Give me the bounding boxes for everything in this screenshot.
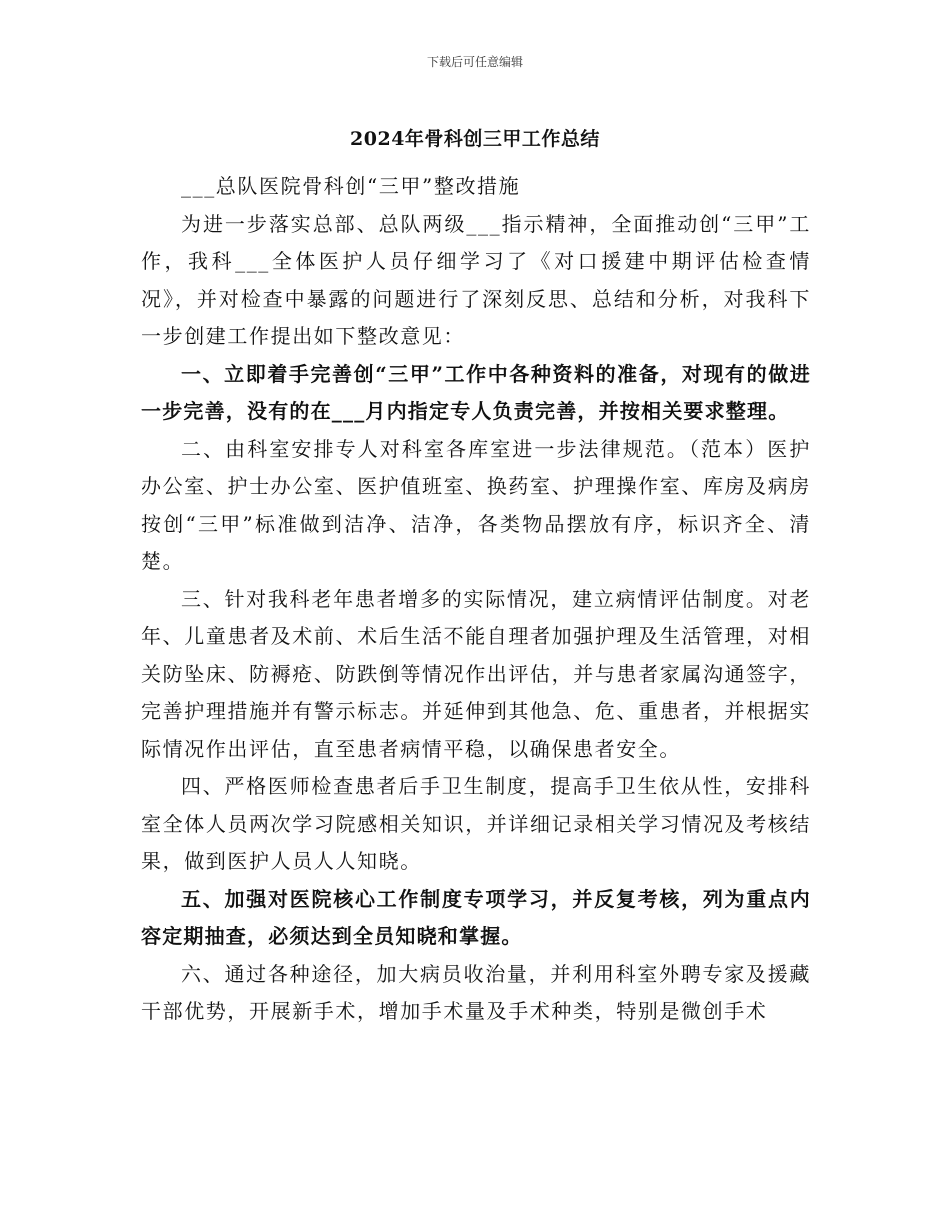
page-header-note: 下载后可任意编辑 [426, 55, 523, 69]
document-body [141, 168, 811, 1031]
paragraph-item-5: 五、加强对医院核心工作制度专项学习，并反复考核，列为重点内容定期抽查，必须达到全员知晓和掌握。 [141, 886, 811, 948]
paragraph-intro: 为进一步落实总部、总队两级___指示精神，全面推动创“三甲”工作，我科___全体医护人员仔细学习了《对口援建中期评估检查情况》，并对检查中暴露的问题进行了深刻反思、总结和分析，对我科下一步创建工作提出如下整改意见： [141, 211, 811, 348]
paragraph-item-1: 一、立即着手完善创“三甲”工作中各种资料的准备，对现有的做进一步完善，没有的在___月内指定专人负责完善，并按相关要求整理。 [141, 361, 811, 423]
document-subtitle: ___总队医院骨科创“三甲”整改措施 [181, 174, 521, 198]
paragraph-item-2: 二、由科室安排专人对科室各库室进一步法律规范。（范本）医护办公室、护士办公室、医护值班室、换药室、护理操作室、库房及病房按创“三甲”标准做到洁净、洁净，各类物品摆放有序，标识齐全、清楚。 [141, 436, 811, 573]
document-title: 2024年骨科创三甲工作总结 [350, 128, 600, 150]
paragraph-item-3: 三、针对我科老年患者增多的实际情况，建立病情评估制度。对老年、儿童患者及术前、术后生活不能自理者加强护理及生活管理，对相关防坠床、防褥疮、防跌倒等情况作出评估，并与患者家属沟通签字，完善护理措施并有警示标志。并延伸到其他急、危、重患者，并根据实际情况作出评估，直至患者病情平稳，以确保患者安全。 [141, 586, 811, 761]
paragraph-item-6: 六、通过各种途径，加大病员收治量，并利用科室外聘专家及援藏干部优势，开展新手术，增加手术量及手术种类，特别是微创手术 [141, 961, 811, 1023]
paragraph-item-4: 四、严格医师检查患者后手卫生制度，提高手卫生依从性，安排科室全体人员两次学习院感相关知识，并详细记录相关学习情况及考核结果，做到医护人员人人知晓。 [141, 774, 811, 873]
